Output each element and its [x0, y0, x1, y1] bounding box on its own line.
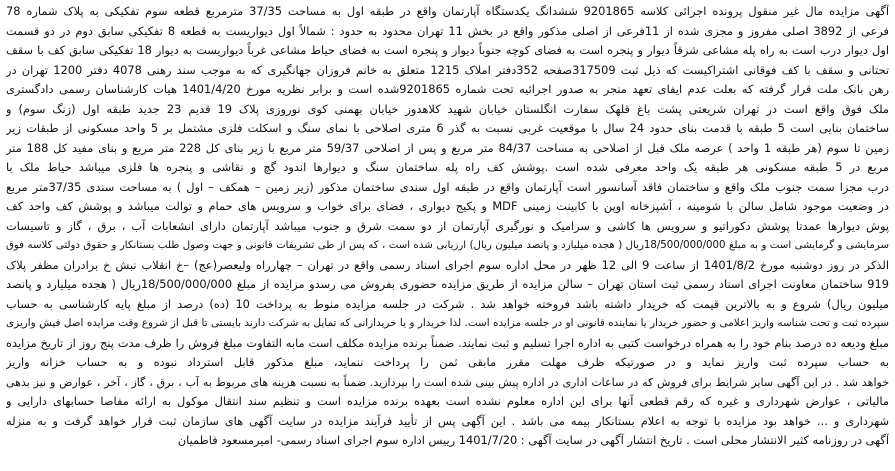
- notice-line: زمین تا سوم (هر طبقه 1 واحد ) عرصه ملک قبل از اصلاحی به مساحت 84/37 متر مربع و پس از اصلاحی 59/37 متر مربع با زیر بنای کل 228 متر مربع و بنای مفید کل 188 متر: [6, 140, 889, 155]
- notice-line: مالیاتی ، عوارض شهرداری و غیره که رقم قطعی آنها برای این اداره معلوم نشده است بعهده برنده مزایده است و تنظیم سند انتقال موکول به ارائه مفاصا حسابهای دارایی و: [6, 394, 889, 408]
- notice-line: اول دیوار درب است به راه پله مشاعی شرقاً دیوار و پنجره است به فضای کوچه جنوباً دیوار و پنجره است به فضای حیاط مشاعی غرباً دیواریست به دیوار 18 تفکیکی سابق کف با سقف: [6, 43, 889, 57]
- notice-line: ساختمان بنایی است 5 طبقه با قدمت بنای حدود 24 سال با موقعیت غربی نسبت به گذر 6 متری اصلاحی با نمای سنگ و اسکلت فلزی مشتمل بر 5 واحد مسکونی از طبقات زیر: [6, 121, 889, 135]
- notice-line: سرمایشی و گرمایشی است و به مبلغ 18/500/000/000ریال ( هجده میلیارد و پانصد میلیون ریال) ارزیابی شده است ، که پس از طی تشریفات قانونی و جهت وصول طلب بستانکار و حقوق دولتی کلاسه فوق: [6, 240, 889, 251]
- notice-line: درب مجزا سمت جنوب ملک واقع و ساختمان فاقد آسانسور است آپارتمان واقع در طبقه اول سندی ساختمان مذکور (زیر زمین – همکف – اول ) به مساحت سندی 37/35متر مربع: [6, 179, 889, 194]
- notice-line: به حساب سپرده ثبت واریز نماید و در صورتیکه ظرف مهلت مقرر مابقی ثمن را پرداخت ننماید، مبلغ مذکور قابل استرداد نبوده و به حساب خزانه واریز: [6, 355, 889, 369]
- notice-line: الذکر در روز دوشنبه مورخ 1401/8/2 از ساعت 9 الی 12 ظهر در محل اداره سوم اجرای اسناد رسمی واقع در تهران – چهارراه ولیعصر(عج) –خ انقلاب نبش خ برادران مظفر پلاک: [6, 257, 889, 272]
- notice-line: 919 ساختمان معاونت اجرای اسناد رسمی ثبت استان تهران – سالن مزایده از طریق مزایده حضوری بفروش می رسدو مزایده از مبلغ 18/500/000/000ریال ( هجده میلیارد و پانصد: [6, 277, 889, 291]
- notice-line: شهرداری و ... خواهد بود مزایده با توجه به اعلام بستانکار بیمه می باشد . این آگهی پس از تأیید فرآیند مزایده در سایت آگهی های سازمان ثبت قرار خواهد گرفت و به منزله: [6, 413, 889, 428]
- notice-line: آگهی در روزنامه کثیر الانتشار محلی است . تاریخ انتشار آگهی در سایت آگهی : 1401/7/20 رییس اداره سوم اجرای اسناد رسمی- امیرمسعود فاطمیان: [177, 433, 889, 447]
- notice-line: ملک فوق واقع است در تهران شریعتی پشت باغ قلهک سفارت انگلستان خیابان شهید کلاهدوز خیابان بهمنی کوی نوروزی پلاک 19 قدیم 23 جدید طبقه اول (زنگ سوم) و: [6, 101, 889, 116]
- notice-line: فرعی از 3892 اصلی مفروز و مجزی شده از 11فرعی از اصلی مذکور واقع در بخش 11 تهران محدود به حدود : شمالاً اول دیواریست به قطعه 8 تفکیکی سابق دوم در دو قسمت: [6, 23, 889, 38]
- notice-line: پوش دیوارها عمدتا پوشش دکوراتیو و سرویس ها کاشی و سرامیک و نورگیری آپارتمان از دو سمت شرق و جنوب میباشد آپارتمان دارای انشعابات آب ، برق ، گاز و تاسیسات: [6, 218, 889, 233]
- notice-line: سپرده ثبت و تحت شناسه واریز اعلامی و حضور خریدار یا نماینده قانونی او در جلسه مزایده است. لذا خریدار و یا خریدارانی که تمایل به شرکت دارند بایستی تا قبل از شروع وقت مزایده اصل فیش واریزی: [6, 317, 889, 329]
- notice-line: مبلغ ودیعه ده درصد بنام خود را به همراه درخواست کتبی به اداره اجرا تسلیم و ثبت نمایند. ضمناً برنده مزایده مکلف است مابه التفاوت مبلغ فروش را ظرف مدت پنج روز از تاریخ مزایده: [6, 335, 889, 350]
- notice-line: رهن بانک ملت قرار گرفته که بعلت عدم ایفای تعهد منجر به صدور اجرائیه تحت شماره 9201865شده است و برابر نظریه مورخ 1401/4/20 هیات کارشناسان رسمی دادگستری: [6, 82, 889, 96]
- notice-line: در وضعیت موجود شامل سالن با شومینه ، آشپزخانه اوپن با کابینت زمینی MDF و پکیج دیواری ، فضای برای خواب و سرویس های حمام و توالت میباشد و پوشش کف واحد کف: [6, 199, 889, 213]
- notice-line: میلیون ریال) شروع و به بالاترین قیمت که خریدار داشته باشد فروخته خواهد شد . شرکت در جلسه مزایده منوط به پرداخت 10 (ده) درصد از مبلغ پایه کارشناسی به حساب: [6, 296, 889, 311]
- notice-line: تحتانی و سقف با کف فوقانی اشتراکیست که ذیل ثبت 317509صفحه 352دفتر املاک 1215 متعلق به خانم فروزان جهانگیری که به موجب سند رهنی 4078 دفتر 1200 تهران در: [6, 62, 889, 77]
- notice-line: آگهی مزایده مال غیر منقول پرونده اجرائی کلاسه 9201865 ششدانگ یکدستگاه آپارتمان واقع در طبقه اول به مساحت 37/35 مترمربع قطعه سوم تفکیکی به پلاک شماره 78: [6, 4, 889, 18]
- notice-line: مربع در 5 طبقه مسکونی هر طبقه یک واحد معرفی شده است .پوشش کف راه پله ساختمان سنگ و دیوارها اندود گچ و نقاشی و پنجره ها فلزی میباشد حیاط ملک با: [6, 160, 889, 174]
- notice-line: خواهد شد . در این آگهی سایر شرایط برای فروش که در ساعات اداری در اداره پیش بینی شده است را بپردازید. ضمناً به نسبت هزینه های مربوط به آب ، برق ، گاز ، آخر ، عوارض و نیز بدهی: [6, 375, 889, 389]
